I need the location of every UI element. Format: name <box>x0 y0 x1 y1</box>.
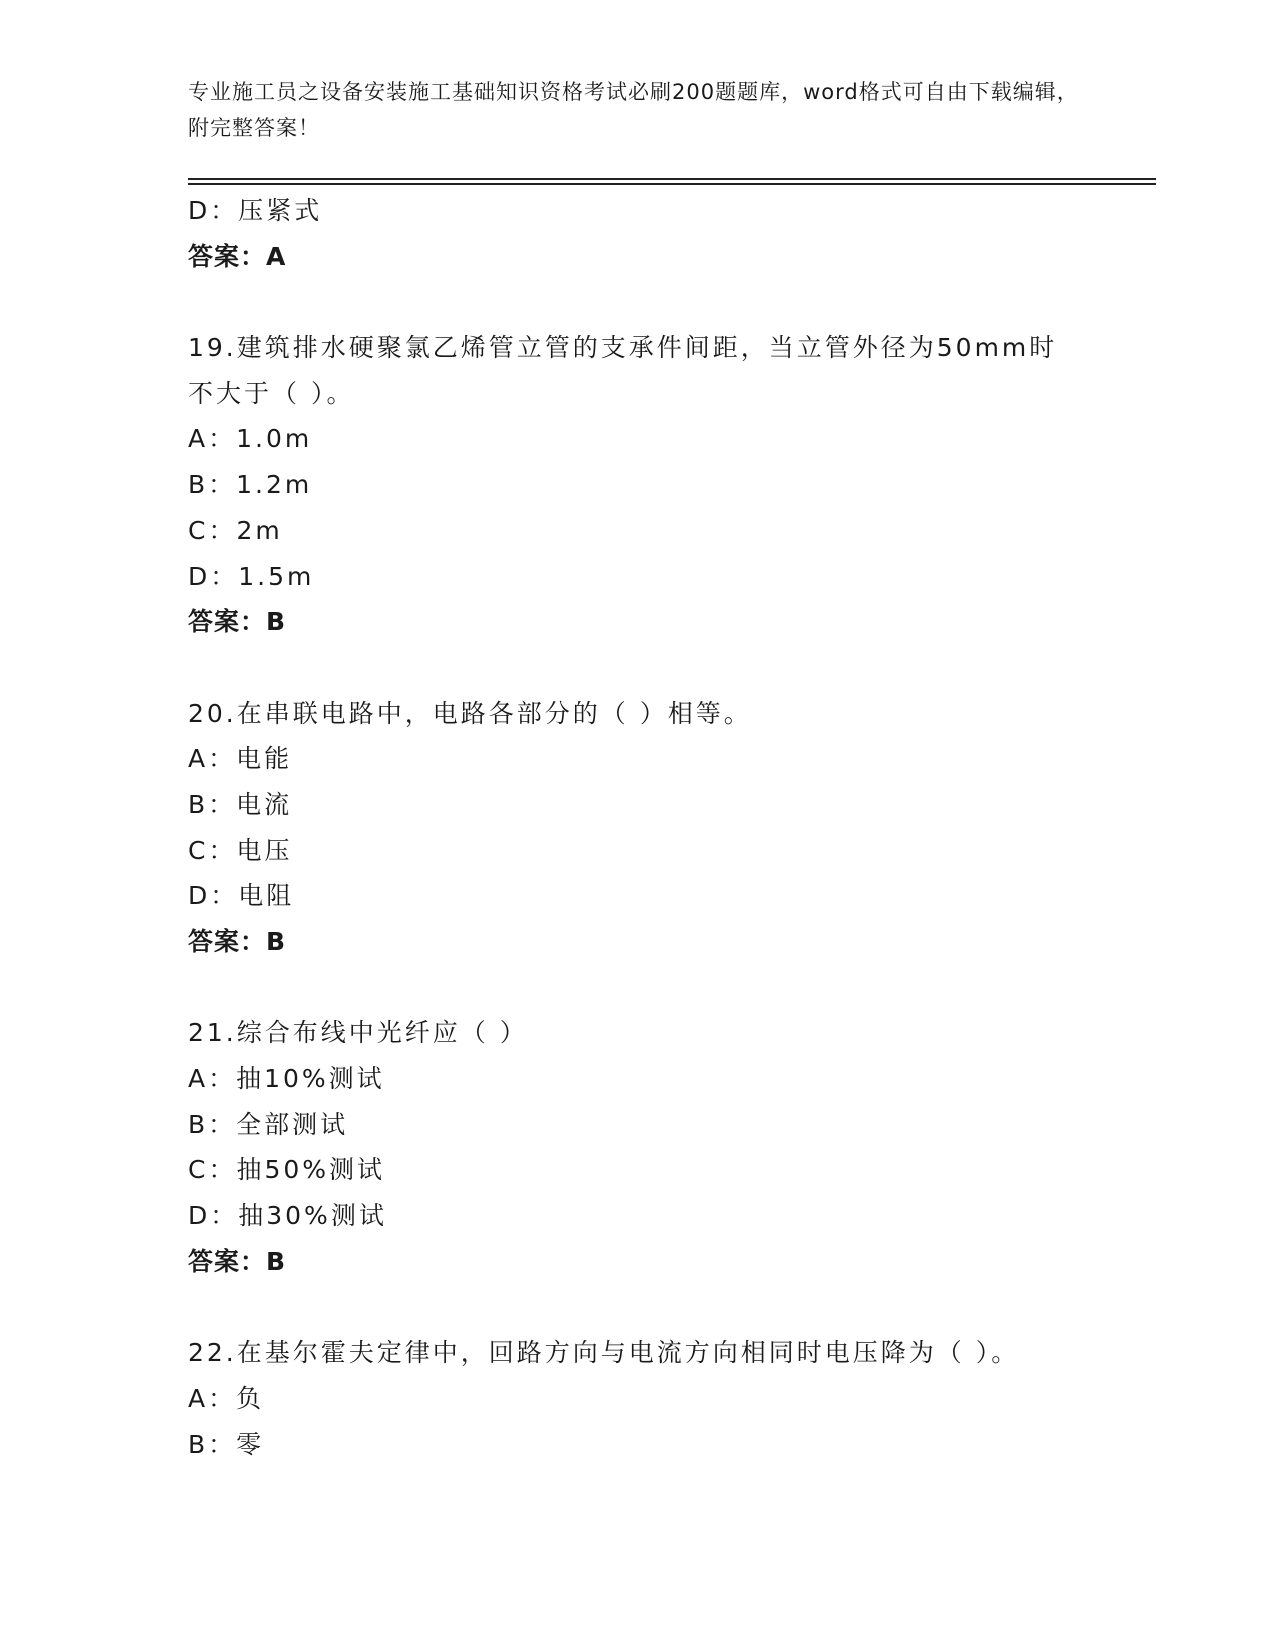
option-b: B：电流 <box>188 789 293 819</box>
option-a: A：抽10%测试 <box>188 1064 385 1094</box>
option-c: C：电压 <box>188 835 293 865</box>
header-rule-top <box>188 178 1156 180</box>
option-a: A：电能 <box>188 744 293 774</box>
option-d: D：电阻 <box>188 881 295 911</box>
question-text: 20.在串联电路中，电路各部分的（ ）相等。 <box>188 698 752 728</box>
document-header: 专业施工员之设备安装施工基础知识资格考试必刷200题题库，word格式可自由下载编辑，附完整答案！ <box>188 80 1079 140</box>
option-b: B：全部测试 <box>188 1109 349 1139</box>
option-a: A：负 <box>188 1383 265 1413</box>
option-c: C：2m <box>188 515 283 545</box>
answer-line: 答案：B <box>188 607 287 637</box>
question-text: 19.建筑排水硬聚氯乙烯管立管的支承件间距，当立管外径为50mm时不大于（ ）。 <box>188 333 1058 408</box>
question-text: 22.在基尔霍夫定律中，回路方向与电流方向相同时电压降为（ ）。 <box>188 1338 1020 1368</box>
question-19 <box>188 325 1108 645</box>
option-b: B：1.2m <box>188 470 313 500</box>
option-a: A：1.0m <box>188 424 313 454</box>
option-d: D：压紧式 <box>188 196 323 225</box>
answer-line: 答案：B <box>188 1246 287 1276</box>
question-20 <box>188 691 1108 965</box>
question-text: 21.综合布线中光纤应（ ） <box>188 1018 528 1048</box>
answer-line: 答案：B <box>188 927 287 957</box>
question-22 <box>188 1330 1108 1467</box>
option-d: D：1.5m <box>188 561 315 591</box>
header-rule-bottom <box>188 183 1156 185</box>
option-d: D：抽30%测试 <box>188 1201 387 1231</box>
answer-line: 答案：A <box>188 241 287 271</box>
option-c: C：抽50%测试 <box>188 1155 386 1185</box>
question-list <box>188 188 1108 1467</box>
option-b: B：零 <box>188 1429 265 1459</box>
question-21 <box>188 1010 1108 1284</box>
